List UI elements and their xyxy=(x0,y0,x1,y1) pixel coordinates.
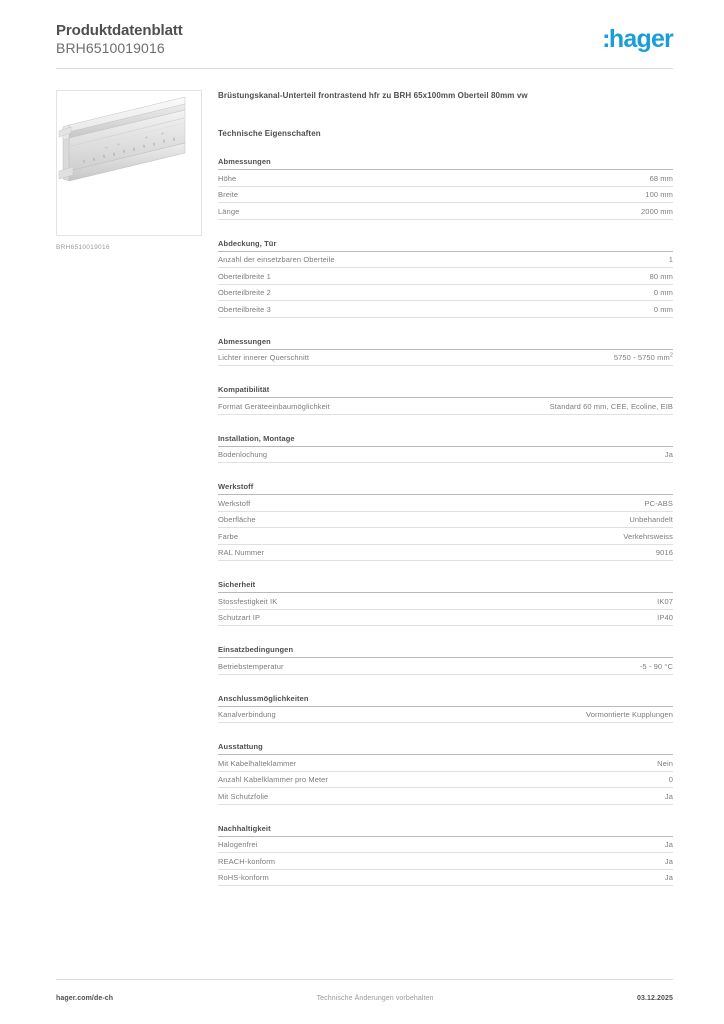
spec-group-title: Werkstoff xyxy=(218,482,673,495)
spec-row xyxy=(218,447,673,464)
spec-group-title: Nachhaltigkeit xyxy=(218,824,673,837)
spec-value: -5 - 90 °C xyxy=(639,661,673,671)
spec-group-title: Installation, Montage xyxy=(218,434,673,447)
spec-row xyxy=(218,301,673,318)
spec-value: Ja xyxy=(664,791,673,801)
spec-group-title: Kompatibilität xyxy=(218,385,673,398)
spec-value: 80 mm xyxy=(649,271,673,281)
spec-value: Vormontierte Kupplungen xyxy=(586,710,673,719)
spec-group xyxy=(218,694,673,724)
spec-row xyxy=(218,658,673,675)
spec-row xyxy=(218,285,673,302)
spec-value: 0 mm xyxy=(653,304,673,314)
spec-label: Lichter innerer Querschnitt xyxy=(218,353,310,362)
spec-label: Mit Kabelhalteklammer xyxy=(218,758,297,768)
spec-row xyxy=(218,837,673,854)
spec-group xyxy=(218,824,673,887)
spec-label: Stossfestigkeit IK xyxy=(218,596,278,606)
product-figure xyxy=(56,90,204,251)
spec-value: IK07 xyxy=(657,596,673,606)
spec-value: 2000 mm xyxy=(641,206,673,216)
spec-label: Länge xyxy=(218,206,240,216)
spec-row xyxy=(218,170,673,187)
spec-label: Breite xyxy=(218,190,239,199)
spec-row xyxy=(218,610,673,627)
spec-label: Oberteilbreite 1 xyxy=(218,271,271,281)
spec-value: 100 mm xyxy=(645,190,673,199)
spec-label: Kanalverbindung xyxy=(218,710,276,719)
spec-label: Format Geräteeinbaumöglichkeit xyxy=(218,401,330,411)
spec-row xyxy=(218,788,673,805)
spec-group-title: Sicherheit xyxy=(218,580,673,593)
spec-label: Bodenlochung xyxy=(218,450,268,459)
spec-value: 1 xyxy=(668,255,673,264)
hager-logo xyxy=(602,24,673,54)
spec-value: Ja xyxy=(664,873,673,882)
spec-value: Verkehrsweiss xyxy=(623,531,673,541)
page-header xyxy=(56,22,673,57)
spec-label: RAL Nummer xyxy=(218,548,265,557)
spec-value: PC-ABS xyxy=(644,498,673,508)
spec-column xyxy=(218,90,673,886)
spec-value: Ja xyxy=(664,450,673,459)
spec-value: Ja xyxy=(664,856,673,866)
spec-value: IP40 xyxy=(657,613,673,622)
logo-wordmark: hager xyxy=(608,25,673,53)
footer-divider xyxy=(56,979,673,980)
product-image-frame xyxy=(56,90,202,236)
spec-row xyxy=(218,772,673,789)
spec-value: Standard 60 mm, CEE, Ecoline, EIB xyxy=(549,401,673,411)
product-image-caption: BRH6510019016 xyxy=(56,244,110,251)
spec-label: Oberteilbreite 3 xyxy=(218,304,271,314)
spec-group-title: Abdeckung, Tür xyxy=(218,239,673,252)
product-code: BRH6510019016 xyxy=(56,40,165,56)
spec-group xyxy=(218,434,673,464)
spec-group xyxy=(218,337,673,367)
spec-group xyxy=(218,239,673,318)
spec-row xyxy=(218,350,673,367)
spec-row xyxy=(218,512,673,529)
spec-group xyxy=(218,645,673,675)
spec-label: Betriebstemperatur xyxy=(218,661,284,671)
spec-row xyxy=(218,853,673,870)
spec-group-title: Ausstattung xyxy=(218,742,673,755)
spec-row xyxy=(218,495,673,512)
page-footer xyxy=(56,995,673,1002)
product-photo-trunking-profile xyxy=(57,91,201,235)
spec-label: Werkstoff xyxy=(218,498,251,508)
spec-label: Oberfläche xyxy=(218,515,256,524)
spec-group-title: Abmessungen xyxy=(218,157,673,170)
spec-row xyxy=(218,755,673,772)
spec-label: Anzahl Kabelklammer pro Meter xyxy=(218,775,329,784)
spec-group xyxy=(218,742,673,805)
spec-row xyxy=(218,545,673,562)
spec-group-title: Einsatzbedingungen xyxy=(218,645,673,658)
spec-label: Oberteilbreite 2 xyxy=(218,288,271,297)
spec-row xyxy=(218,398,673,415)
footer-date: 03.12.2025 xyxy=(636,995,673,1002)
spec-group xyxy=(218,482,673,561)
spec-label: RoHS-konform xyxy=(218,873,269,882)
spec-label: Farbe xyxy=(218,531,239,541)
spec-group-title: Anschlussmöglichkeiten xyxy=(218,694,673,707)
spec-label: Anzahl der einsetzbaren Oberteile xyxy=(218,255,335,264)
spec-row xyxy=(218,593,673,610)
product-description: Brüstungskanal-Unterteil frontrastend hfr zu BRH 65x100mm Oberteil 80mm vw xyxy=(218,91,528,100)
spec-label: Höhe xyxy=(218,173,237,183)
page-title: Produktdatenblatt xyxy=(56,22,183,39)
spec-groups xyxy=(218,157,673,886)
spec-group xyxy=(218,157,673,220)
logo-colon-icon: : xyxy=(602,25,609,53)
footer-website[interactable]: hager.com/de-ch xyxy=(56,995,114,1002)
spec-value: 9016 xyxy=(655,548,673,557)
spec-value xyxy=(602,353,673,362)
section-title-technical: Technische Eigenschaften xyxy=(218,129,321,138)
title-block xyxy=(56,22,183,57)
spec-label: Halogenfrei xyxy=(218,840,258,849)
spec-group-title: Abmessungen xyxy=(218,337,673,350)
spec-row xyxy=(218,187,673,204)
spec-value: Unbehandelt xyxy=(629,515,673,524)
spec-row xyxy=(218,707,673,724)
spec-value: 0 xyxy=(668,775,673,784)
spec-value: Nein xyxy=(657,758,673,768)
spec-value-superscript: 2 xyxy=(669,352,673,359)
spec-row xyxy=(218,870,673,887)
spec-row xyxy=(218,528,673,545)
spec-row xyxy=(218,252,673,269)
spec-value: 68 mm xyxy=(649,173,673,183)
spec-group xyxy=(218,580,673,626)
spec-row xyxy=(218,203,673,220)
spec-row xyxy=(218,268,673,285)
spec-group xyxy=(218,385,673,415)
spec-value: 0 mm xyxy=(653,288,673,297)
spec-label: REACH-konform xyxy=(218,856,276,866)
spec-value-text: 5750 - 5750 mm xyxy=(613,353,670,362)
header-divider xyxy=(56,68,673,69)
spec-value: Ja xyxy=(664,840,673,849)
spec-label: Mit Schutzfolie xyxy=(218,791,269,801)
footer-notice: Technische Änderungen vorbehalten xyxy=(316,995,434,1002)
spec-label: Schutzart IP xyxy=(218,613,261,622)
